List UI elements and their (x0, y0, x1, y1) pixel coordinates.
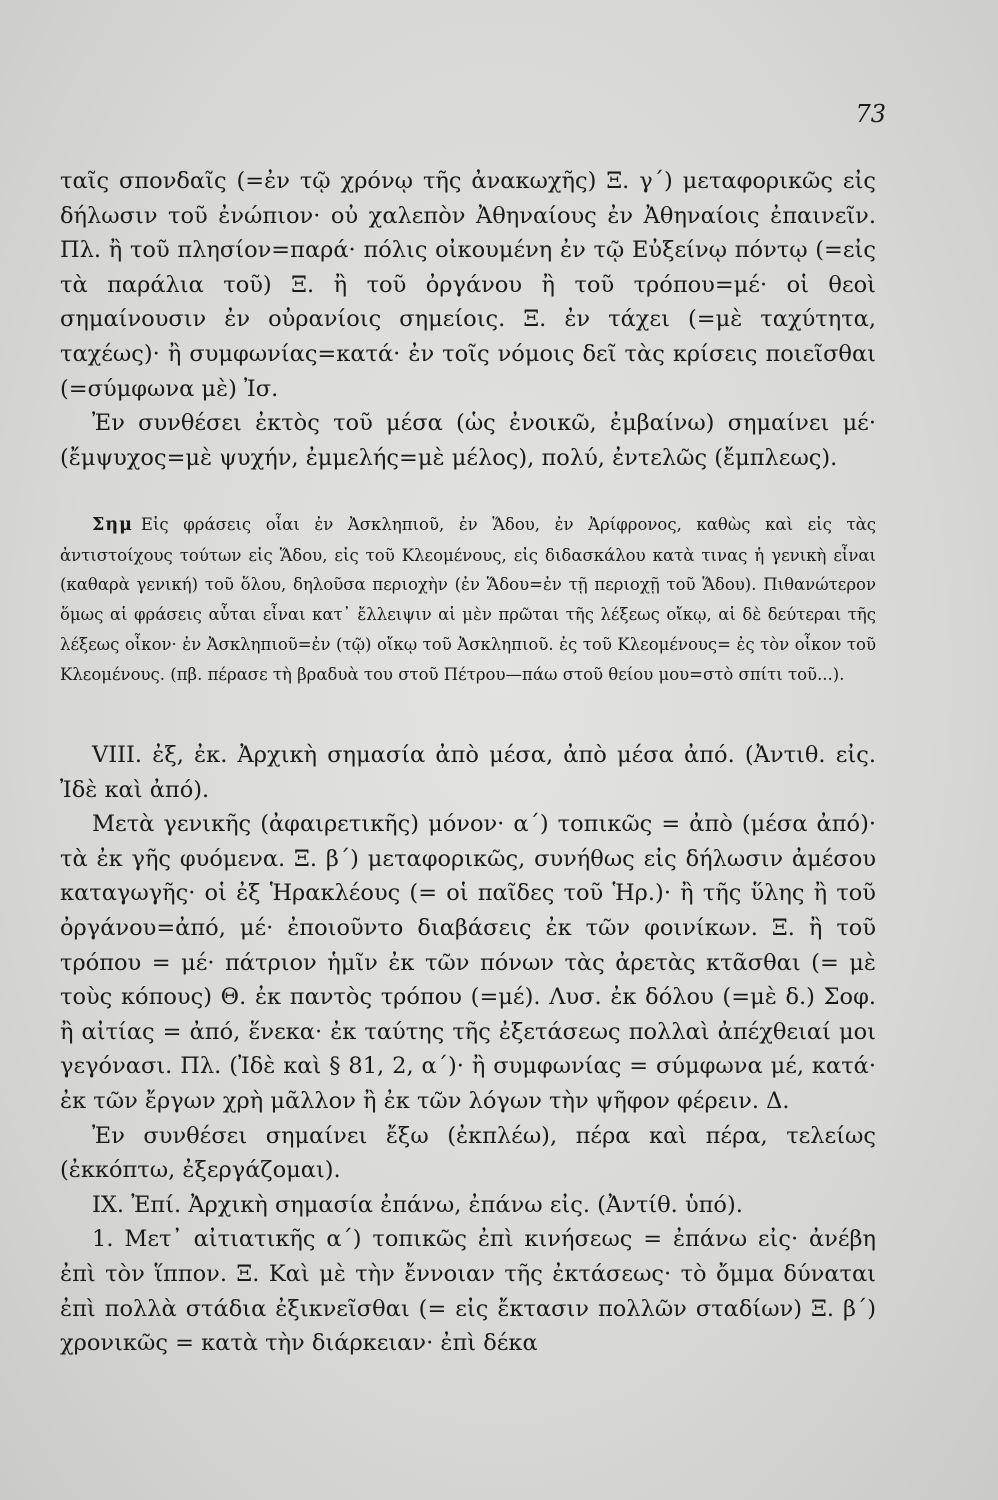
paragraph-accusative: 1. Μετ᾽ αἰτιατικῆς α΄) τοπικῶς ἐπὶ κινήσεως = ἐπάνω εἰς· ἀνέβη ἐπὶ τὸν ἵππον. Ξ. Καὶ μὲ τὴν ἔννοιαν τῆς ἐκτάσεως· τὸ ὄμμα δύναται ἐπὶ πολλὰ στάδια ἐξικνεῖσθαι (= εἰς ἔκτασιν πολλῶν σταδίων) Ξ. β΄) χρονικῶς = κατὰ τὴν διάρκειαν· ἐπὶ δέκα (60, 1226, 876, 1357)
top-text-block (60, 164, 876, 475)
paragraph-genitive: Μετὰ γενικῆς (ἀφαιρετικῆς) μόνον· α΄) τοπικῶς = ἀπὸ (μέσα ἀπό)· τὰ ἐκ γῆς φυόμενα. Ξ. β΄) μεταφορικῶς, συνήθως εἰς δήλωσιν ἀμέσου καταγωγῆς· οἱ ἐξ Ἡρακλέους (= οἱ παῖδες τοῦ Ἡρ.)· ἢ τῆς ὕλης ἢ τοῦ ὀργάνου=ἀπό, μέ· ἐποιοῦντο διαβάσεις ἐκ τῶν φοινίκων. Ξ. ἢ τοῦ τρόπου = μέ· πάτριον ἡμῖν ἐκ τῶν πόνων τὰς ἀρετὰς κτᾶσθαι (= μὲ τοὺς κόπους) Θ. ἐκ παντὸς τρόπου (=μέ). Λυσ. ἐκ δόλου (=μὲ δ.) Σοφ. ἢ αἰτίας = ἀπό, ἕνεκα· ἐκ ταύτης τῆς ἐξετάσεως πολλαὶ ἀπέχθειαί μοι γεγόνασι. Πλ. (Ἰδὲ καὶ § 81, 2, α΄)· ἢ συμφωνίας = σύμφωνα μέ, κατά· ἐκ τῶν ἔργων χρὴ μᾶλλον ἢ ἐκ τῶν λόγων τὴν ψῆφον φέρειν. Δ. (60, 811, 876, 1114)
page-number: 73 (855, 100, 886, 128)
note-label: Σημ (92, 515, 133, 535)
paragraph-composition: Ἐν συνθέσει ἐκτὸς τοῦ μέσα (ὡς ἐνοικῶ, ἐμβαίνω) σημαίνει μέ· (ἔμψυχος=μὲ ψυχήν, ἐμμελής=μὲ μέλος), πολύ, ἐντελῶς (ἔμπλεως). (60, 410, 876, 471)
section-heading-ix: IX. Ἐπί. Ἀρχικὴ σημασία ἐπάνω, ἐπάνω εἰς. (Ἀντίθ. ὑπό). (92, 1191, 743, 1218)
footnote-block (60, 510, 876, 689)
paragraph-composition-ek: Ἐν συνθέσει σημαίνει ἔξω (ἐκπλέω), πέρα καὶ πέρα, τελείως (ἐκκόπτω, ἐξεργάζομαι). (60, 1122, 876, 1184)
section-heading-viii: VIII. ἐξ, ἐκ. Ἀρχικὴ σημασία ἀπὸ μέσα, ἀπὸ μέσα ἀπό. (Ἀντιθ. εἰς. Ἰδὲ καὶ ἀπό). (60, 742, 876, 803)
paragraph-continuation: ταῖς σπονδαῖς (=ἐν τῷ χρόνῳ τῆς ἀνακωχῆς) Ξ. γ΄) μεταφορικῶς εἰς δήλωσιν τοῦ ἐνώπιον· οὐ χαλεπὸν Ἀθηναίους ἐν Ἀθηναίοις ἐπαινεῖν. Πλ. ἢ τοῦ πλησίον=παρά· πόλις οἰκουμένη ἐν τῷ Εὐξείνῳ πόντῳ (=εἰς τὰ παράλια τοῦ) Ξ. ἢ τοῦ ὀργάνου ἢ τοῦ τρόπου=μέ· οἱ θεοὶ σημαίνουσιν ἐν οὐρανίοις σημείοις. Ξ. ἐν τάχει (=μὲ ταχύτητα, ταχέως)· ἢ συμφωνίας=κατά· ἐν τοῖς νόμοις δεῖ τὰς κρίσεις ποιεῖσθαι (=σύμφωνα μὲ) Ἰσ. (60, 168, 876, 402)
note-text: Εἰς φράσεις οἷαι ἐν Ἀσκληπιοῦ, ἐν Ἅδου, ἐν Ἀρίφρονος, καθὼς καὶ εἰς τὰς ἀντιστοίχους τούτων εἰς Ἅδου, εἰς τοῦ Κλεομένους, εἰς διδασκάλου κατὰ τινας ἡ γενικὴ εἶναι (καθαρὰ γενική) τοῦ ὅλου, δηλοῦσα περιοχὴν (ἐν Ἅδου=ἐν τῇ περιοχῇ τοῦ Ἅδου). Πιθανώτερον ὅμως αἱ φράσεις αὗται εἶναι κατ᾽ ἔλλειψιν αἱ μὲν πρῶται τῆς λέξεως οἴκῳ, αἱ δὲ δεύτεραι τῆς λέξεως οἶκον· ἐν Ἀσκληπιοῦ=ἐν (τῷ) οἴκῳ τοῦ Ἀσκληπιοῦ. ἐς τοῦ Κλεομένους= ἐς τὸν οἶκον τοῦ Κλεομένους. (πβ. πέρασε τὴ βραδυὰ του στοῦ Πέτρου—πάω στοῦ θείου μου=στὸ σπίτι τοῦ...). (60, 515, 876, 684)
bottom-text-block (60, 738, 876, 1361)
